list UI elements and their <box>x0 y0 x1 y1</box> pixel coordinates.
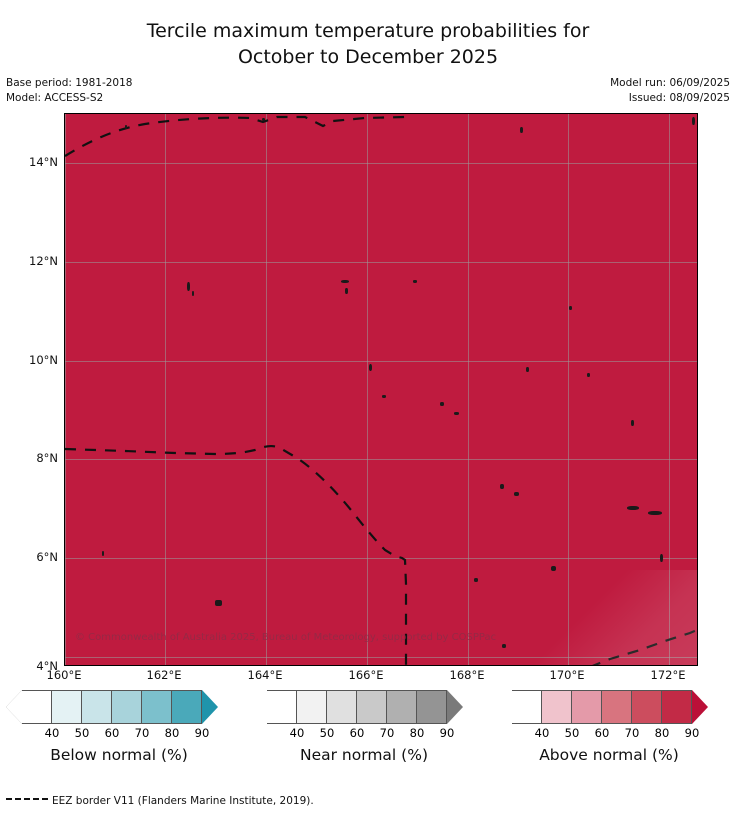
legend-tick: 60 <box>104 726 120 740</box>
island-speck <box>648 511 662 515</box>
island-speck <box>369 364 372 371</box>
legend-tick: 50 <box>74 726 90 740</box>
island-speck <box>192 291 194 296</box>
issued-text: Issued: 08/09/2025 <box>628 92 730 104</box>
legend-near-normal-ticks <box>251 726 477 742</box>
legend-cell <box>142 690 172 724</box>
legend-arrow-right <box>692 690 708 724</box>
legend-cell <box>172 690 202 724</box>
legend-cell <box>357 690 387 724</box>
legend-below-normal-caption: Below normal (%) <box>50 746 188 764</box>
legend-cell <box>52 690 82 724</box>
metadata-right <box>610 76 730 106</box>
legend-cell <box>602 690 632 724</box>
island-speck <box>125 125 127 129</box>
island-speck <box>587 373 590 377</box>
legend-cell <box>417 690 447 724</box>
legend-cell <box>82 690 112 724</box>
map-copyright: © Commonwealth of Australia 2025, Bureau of Meteorology, supported by COSPPac <box>75 632 497 643</box>
island-speck <box>262 118 265 121</box>
metadata-left <box>6 76 132 106</box>
map-panel <box>64 113 698 666</box>
island-speck <box>569 306 572 310</box>
eez-footnote <box>6 795 314 807</box>
legend-arrow-right <box>202 690 218 724</box>
legend-tick: 70 <box>624 726 640 740</box>
xtick-164E: 164°E <box>247 668 283 682</box>
legend-tick: 60 <box>349 726 365 740</box>
xtick-172E: 172°E <box>650 668 686 682</box>
island-speck <box>345 288 348 294</box>
dashed-line-icon <box>6 798 48 800</box>
legend-cell <box>542 690 572 724</box>
legend-cell <box>512 690 542 724</box>
legend-below-normal-ticks <box>6 726 232 742</box>
island-speck <box>102 551 104 556</box>
legend-above-normal <box>496 690 722 764</box>
legend-near-normal-colorbar <box>251 690 477 724</box>
island-speck <box>187 282 190 291</box>
legend-cell <box>387 690 417 724</box>
island-speck <box>440 402 444 406</box>
xtick-160E: 160°E <box>46 668 82 682</box>
map-frame <box>64 113 698 666</box>
legend-tick: 80 <box>409 726 425 740</box>
xtick-162E: 162°E <box>146 668 182 682</box>
legend-tick: 40 <box>534 726 550 740</box>
legend-cell <box>662 690 692 724</box>
island-speck <box>526 367 529 372</box>
island-speck <box>631 420 634 426</box>
legend-tick: 70 <box>134 726 150 740</box>
legend-tick: 90 <box>194 726 210 740</box>
island-speck <box>520 127 523 133</box>
legend-arrow-left <box>6 690 22 724</box>
island-speck <box>215 600 222 606</box>
legend-cell <box>267 690 297 724</box>
legend-below-normal <box>6 690 232 764</box>
legend-arrow-left <box>496 690 512 724</box>
legend-tick: 40 <box>44 726 60 740</box>
island-speck <box>692 117 695 125</box>
title-line-1: Tercile maximum temperature probabilities for <box>146 20 590 42</box>
legend-near-normal <box>251 690 477 764</box>
island-speck <box>382 395 386 398</box>
island-speck <box>413 280 417 283</box>
legend-arrow-left <box>251 690 267 724</box>
legend-above-normal-ticks <box>496 726 722 742</box>
legend-arrow-right <box>447 690 463 724</box>
legend-tick: 70 <box>379 726 395 740</box>
island-speck <box>551 566 556 571</box>
legend-tick: 60 <box>594 726 610 740</box>
legend-cell <box>327 690 357 724</box>
eez-footnote-text: EEZ border V11 (Flanders Marine Institute, 2019). <box>52 795 314 807</box>
legend-tick: 50 <box>564 726 580 740</box>
legend-tick: 50 <box>319 726 335 740</box>
island-speck <box>454 412 459 415</box>
legend-above-normal-caption: Above normal (%) <box>539 746 679 764</box>
legend-cell <box>22 690 52 724</box>
legend-tick: 90 <box>439 726 455 740</box>
page-title <box>0 18 736 70</box>
legend-near-normal-caption: Near normal (%) <box>300 746 428 764</box>
legend-tick: 40 <box>289 726 305 740</box>
legend-cell <box>297 690 327 724</box>
legend-below-normal-colorbar <box>6 690 232 724</box>
legend-tick: 80 <box>654 726 670 740</box>
island-speck <box>474 578 478 582</box>
island-speck <box>502 644 506 648</box>
island-speck <box>627 506 639 510</box>
island-speck <box>341 280 349 283</box>
island-speck <box>660 554 663 562</box>
legend-cell <box>572 690 602 724</box>
island-speck <box>500 484 504 489</box>
legend-cell <box>112 690 142 724</box>
island-speck <box>514 492 519 496</box>
legend-tick: 90 <box>684 726 700 740</box>
title-line-2: October to December 2025 <box>237 46 499 68</box>
model-text: Model: ACCESS-S2 <box>6 92 104 104</box>
xtick-170E: 170°E <box>549 668 585 682</box>
probability-shading-band <box>517 570 697 665</box>
xtick-166E: 166°E <box>348 668 384 682</box>
base-period-text: Base period: 1981-2018 <box>6 77 133 89</box>
legend-cell <box>632 690 662 724</box>
xtick-168E: 168°E <box>449 668 485 682</box>
model-run-text: Model run: 06/09/2025 <box>610 77 730 89</box>
legend-tick: 80 <box>164 726 180 740</box>
legend-above-normal-colorbar <box>496 690 722 724</box>
